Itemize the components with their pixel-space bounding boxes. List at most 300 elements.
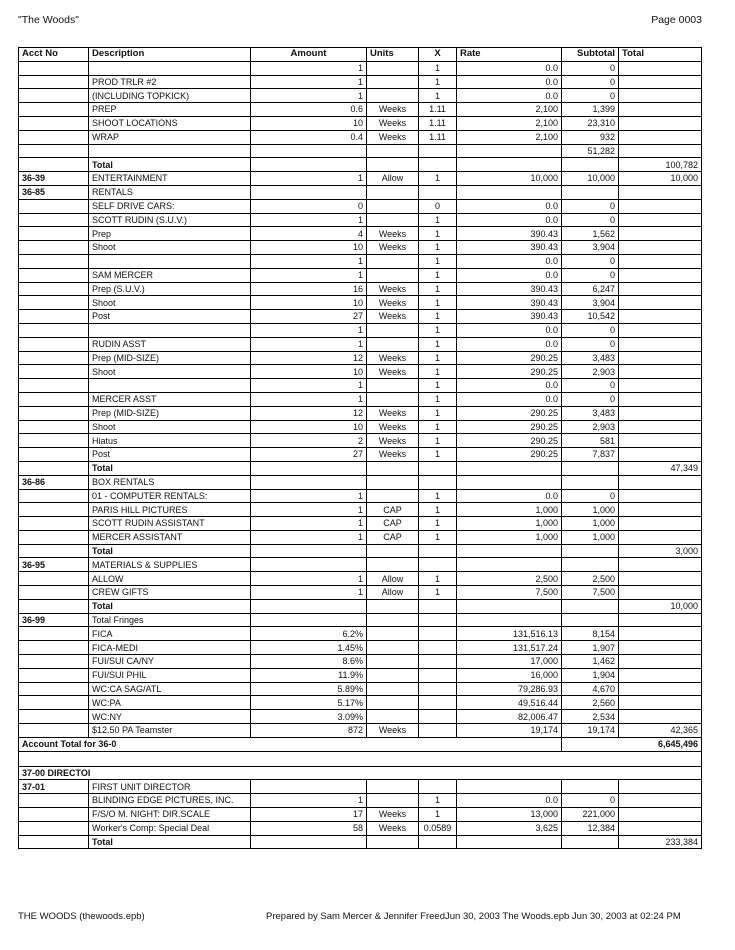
- table-row: [19, 254, 702, 268]
- total-cell: [619, 668, 702, 682]
- total-cell: [619, 392, 702, 406]
- amount-cell: 1: [251, 337, 367, 351]
- units-cell: [367, 613, 419, 627]
- units-cell: CAP: [367, 517, 419, 531]
- subtotal-cell: 1,904: [562, 668, 619, 682]
- subtotal-cell: 2,903: [562, 420, 619, 434]
- total-cell: [619, 89, 702, 103]
- table-row: [19, 627, 702, 641]
- x-cell: [419, 835, 457, 849]
- x-cell: 1: [419, 379, 457, 393]
- table-row: [19, 724, 702, 738]
- rate-cell: 290.25: [457, 365, 562, 379]
- rate-cell: 1,000: [457, 503, 562, 517]
- table-row: [19, 75, 702, 89]
- total-cell: [619, 489, 702, 503]
- acct-cell: [19, 75, 89, 89]
- table-body-37: [19, 780, 702, 849]
- acct-cell: 36-86: [19, 475, 89, 489]
- desc-cell: MERCER ASST: [89, 392, 251, 406]
- subtotal-cell: 1,462: [562, 655, 619, 669]
- rate-cell: 390.43: [457, 241, 562, 255]
- x-cell: [419, 544, 457, 558]
- desc-cell: Shoot: [89, 420, 251, 434]
- amount-cell: 17: [251, 808, 367, 822]
- amount-cell: 11.9%: [251, 668, 367, 682]
- desc-cell: Worker's Comp: Special Deal: [89, 821, 251, 835]
- total-cell: [619, 420, 702, 434]
- account-total-label: Account Total for 36-0: [19, 737, 562, 751]
- acct-cell: [19, 323, 89, 337]
- acct-cell: [19, 420, 89, 434]
- acct-cell: [19, 710, 89, 724]
- amount-cell: 0.4: [251, 130, 367, 144]
- amount-cell: 1: [251, 530, 367, 544]
- rate-cell: [457, 158, 562, 172]
- x-cell: 1: [419, 489, 457, 503]
- units-cell: [367, 199, 419, 213]
- rate-cell: 10,000: [457, 172, 562, 186]
- subtotal-cell: 19,174: [562, 724, 619, 738]
- subtotal-cell: 2,903: [562, 365, 619, 379]
- x-cell: 1: [419, 310, 457, 324]
- section-row: [19, 766, 702, 780]
- desc-cell: Total: [89, 461, 251, 475]
- acct-cell: [19, 489, 89, 503]
- acct-cell: [19, 130, 89, 144]
- total-cell: [619, 586, 702, 600]
- rate-cell: [457, 144, 562, 158]
- amount-cell: 6.2%: [251, 627, 367, 641]
- rate-cell: 82,006.47: [457, 710, 562, 724]
- total-cell: [619, 434, 702, 448]
- x-cell: 1: [419, 530, 457, 544]
- rate-cell: [457, 544, 562, 558]
- units-cell: [367, 89, 419, 103]
- amount-cell: 1: [251, 392, 367, 406]
- total-cell: [619, 296, 702, 310]
- total-cell: [619, 310, 702, 324]
- amount-cell: 16: [251, 282, 367, 296]
- subtotal-cell: 0: [562, 254, 619, 268]
- table-row: [19, 172, 702, 186]
- rate-cell: 0.0: [457, 379, 562, 393]
- x-cell: 1: [419, 406, 457, 420]
- units-cell: Weeks: [367, 420, 419, 434]
- total-cell: [619, 627, 702, 641]
- rate-cell: 7,500: [457, 586, 562, 600]
- amount-cell: 3.09%: [251, 710, 367, 724]
- subtotal-cell: 0: [562, 337, 619, 351]
- rate-cell: 0.0: [457, 61, 562, 75]
- desc-cell: WC:NY: [89, 710, 251, 724]
- acct-cell: [19, 544, 89, 558]
- col-acct-no: Acct No: [19, 48, 89, 62]
- units-cell: Weeks: [367, 116, 419, 130]
- total-cell: [619, 655, 702, 669]
- units-cell: Allow: [367, 586, 419, 600]
- acct-cell: [19, 406, 89, 420]
- subtotal-cell: 6,247: [562, 282, 619, 296]
- amount-cell: 872: [251, 724, 367, 738]
- col-x: X: [419, 48, 457, 62]
- units-cell: Allow: [367, 172, 419, 186]
- subtotal-cell: 12,384: [562, 821, 619, 835]
- total-cell: 42,365: [619, 724, 702, 738]
- account-total-value: 6,645,496: [562, 737, 702, 751]
- total-cell: [619, 572, 702, 586]
- table-row: [19, 406, 702, 420]
- rate-cell: 16,000: [457, 668, 562, 682]
- x-cell: [419, 144, 457, 158]
- desc-cell: Total: [89, 599, 251, 613]
- col-amount: Amount: [251, 48, 367, 62]
- desc-cell: Total: [89, 835, 251, 849]
- x-cell: 1: [419, 434, 457, 448]
- units-cell: Weeks: [367, 351, 419, 365]
- amount-cell: 1: [251, 323, 367, 337]
- acct-cell: [19, 282, 89, 296]
- acct-cell: [19, 668, 89, 682]
- table-row: [19, 461, 702, 475]
- desc-cell: 01 - COMPUTER RENTALS:: [89, 489, 251, 503]
- x-cell: [419, 682, 457, 696]
- rate-cell: [457, 835, 562, 849]
- x-cell: 1: [419, 75, 457, 89]
- table-row: [19, 489, 702, 503]
- rate-cell: 17,000: [457, 655, 562, 669]
- amount-cell: 10: [251, 420, 367, 434]
- x-cell: 1: [419, 172, 457, 186]
- units-cell: [367, 337, 419, 351]
- total-cell: [619, 323, 702, 337]
- total-cell: [619, 185, 702, 199]
- table-row: [19, 323, 702, 337]
- acct-cell: [19, 835, 89, 849]
- units-cell: [367, 144, 419, 158]
- table-row: [19, 682, 702, 696]
- units-cell: [367, 668, 419, 682]
- units-cell: [367, 558, 419, 572]
- subtotal-cell: 3,483: [562, 351, 619, 365]
- rate-cell: 390.43: [457, 282, 562, 296]
- subtotal-cell: 23,310: [562, 116, 619, 130]
- amount-cell: 1: [251, 379, 367, 393]
- total-cell: [619, 530, 702, 544]
- acct-cell: [19, 227, 89, 241]
- acct-cell: [19, 641, 89, 655]
- amount-cell: [251, 780, 367, 794]
- spacer-row: [19, 751, 702, 766]
- subtotal-cell: 10,542: [562, 310, 619, 324]
- units-cell: [367, 75, 419, 89]
- units-cell: [367, 379, 419, 393]
- amount-cell: 27: [251, 448, 367, 462]
- desc-cell: ENTERTAINMENT: [89, 172, 251, 186]
- footer-prepared-by: Prepared by Sam Mercer & Jennifer FreedJun 30, 2003 The Woods.epb Jun 30, 2003 at 02:24 PM: [266, 911, 681, 922]
- rate-cell: 131,517.24: [457, 641, 562, 655]
- acct-cell: [19, 254, 89, 268]
- subtotal-cell: 0: [562, 379, 619, 393]
- desc-cell: Shoot: [89, 296, 251, 310]
- rate-cell: [457, 558, 562, 572]
- units-cell: [367, 655, 419, 669]
- units-cell: Weeks: [367, 448, 419, 462]
- desc-cell: Shoot: [89, 241, 251, 255]
- x-cell: [419, 613, 457, 627]
- x-cell: 1: [419, 503, 457, 517]
- col-subtotal: Subtotal: [562, 48, 619, 62]
- table-row: [19, 794, 702, 808]
- x-cell: 1: [419, 296, 457, 310]
- table-row: [19, 392, 702, 406]
- amount-cell: [251, 558, 367, 572]
- rate-cell: 0.0: [457, 89, 562, 103]
- desc-cell: MATERIALS & SUPPLIES: [89, 558, 251, 572]
- acct-cell: [19, 655, 89, 669]
- acct-cell: [19, 572, 89, 586]
- x-cell: 1: [419, 365, 457, 379]
- units-cell: [367, 710, 419, 724]
- rate-cell: 0.0: [457, 337, 562, 351]
- desc-cell: [89, 379, 251, 393]
- subtotal-cell: [562, 475, 619, 489]
- desc-cell: Prep: [89, 227, 251, 241]
- desc-cell: MERCER ASSISTANT: [89, 530, 251, 544]
- total-cell: [619, 475, 702, 489]
- table-row: [19, 130, 702, 144]
- acct-cell: [19, 794, 89, 808]
- total-cell: 47,349: [619, 461, 702, 475]
- subtotal-cell: 2,500: [562, 572, 619, 586]
- subtotal-cell: 0: [562, 794, 619, 808]
- desc-cell: CREW GIFTS: [89, 586, 251, 600]
- acct-cell: [19, 724, 89, 738]
- rate-cell: [457, 185, 562, 199]
- table-row: [19, 199, 702, 213]
- rate-cell: 49,516.44: [457, 696, 562, 710]
- desc-cell: BLINDING EDGE PICTURES, INC.: [89, 794, 251, 808]
- units-cell: [367, 268, 419, 282]
- acct-cell: [19, 199, 89, 213]
- rate-cell: 290.25: [457, 420, 562, 434]
- units-cell: Weeks: [367, 296, 419, 310]
- amount-cell: 2: [251, 434, 367, 448]
- col-total: Total: [619, 48, 702, 62]
- units-cell: Weeks: [367, 103, 419, 117]
- desc-cell: PARIS HILL PICTURES: [89, 503, 251, 517]
- total-cell: [619, 558, 702, 572]
- table-row: [19, 668, 702, 682]
- total-cell: [619, 448, 702, 462]
- total-cell: [619, 213, 702, 227]
- table-row: [19, 641, 702, 655]
- rate-cell: 0.0: [457, 323, 562, 337]
- x-cell: 1: [419, 89, 457, 103]
- acct-cell: [19, 682, 89, 696]
- acct-cell: [19, 517, 89, 531]
- units-cell: [367, 461, 419, 475]
- rate-cell: 3,625: [457, 821, 562, 835]
- total-cell: [619, 406, 702, 420]
- amount-cell: 4: [251, 227, 367, 241]
- acct-cell: 36-95: [19, 558, 89, 572]
- table-row: [19, 572, 702, 586]
- desc-cell: [89, 61, 251, 75]
- amount-cell: [251, 613, 367, 627]
- amount-cell: 10: [251, 241, 367, 255]
- desc-cell: Shoot: [89, 365, 251, 379]
- table-row: [19, 710, 702, 724]
- amount-cell: [251, 144, 367, 158]
- subtotal-cell: 2,560: [562, 696, 619, 710]
- table-row: [19, 241, 702, 255]
- account-total-row: [19, 737, 702, 751]
- subtotal-cell: 8,154: [562, 627, 619, 641]
- desc-cell: F/S/O M. NIGHT: DIR.SCALE: [89, 808, 251, 822]
- acct-cell: [19, 448, 89, 462]
- acct-cell: [19, 61, 89, 75]
- subtotal-cell: 0: [562, 213, 619, 227]
- table-row: [19, 185, 702, 199]
- x-cell: [419, 475, 457, 489]
- acct-cell: [19, 268, 89, 282]
- table-header-row: [19, 48, 702, 62]
- table-row: [19, 517, 702, 531]
- x-cell: [419, 185, 457, 199]
- table-row: [19, 586, 702, 600]
- desc-cell: PROD TRLR #2: [89, 75, 251, 89]
- units-cell: Weeks: [367, 282, 419, 296]
- amount-cell: 1: [251, 61, 367, 75]
- subtotal-cell: 3,483: [562, 406, 619, 420]
- desc-cell: [89, 254, 251, 268]
- x-cell: 1: [419, 808, 457, 822]
- x-cell: 1.11: [419, 130, 457, 144]
- rate-cell: 2,100: [457, 130, 562, 144]
- desc-cell: FUI/SUI PHIL: [89, 668, 251, 682]
- units-cell: Weeks: [367, 434, 419, 448]
- total-cell: [619, 351, 702, 365]
- table-row: [19, 835, 702, 849]
- total-cell: [619, 682, 702, 696]
- desc-cell: SCOTT RUDIN ASSISTANT: [89, 517, 251, 531]
- footer-file: THE WOODS (thewoods.epb): [18, 911, 145, 922]
- total-cell: [619, 710, 702, 724]
- acct-cell: [19, 392, 89, 406]
- amount-cell: [251, 835, 367, 849]
- subtotal-cell: [562, 158, 619, 172]
- units-cell: [367, 835, 419, 849]
- units-cell: Weeks: [367, 808, 419, 822]
- acct-cell: [19, 103, 89, 117]
- units-cell: [367, 323, 419, 337]
- table-row: [19, 503, 702, 517]
- x-cell: [419, 710, 457, 724]
- subtotal-cell: 1,000: [562, 503, 619, 517]
- subtotal-cell: 0: [562, 392, 619, 406]
- acct-cell: [19, 530, 89, 544]
- total-cell: [619, 254, 702, 268]
- amount-cell: [251, 544, 367, 558]
- table-row: [19, 227, 702, 241]
- rate-cell: 0.0: [457, 75, 562, 89]
- desc-cell: RENTALS: [89, 185, 251, 199]
- rate-cell: 0.0: [457, 199, 562, 213]
- units-cell: [367, 61, 419, 75]
- rate-cell: 0.0: [457, 794, 562, 808]
- table-row: [19, 544, 702, 558]
- total-cell: [619, 61, 702, 75]
- subtotal-cell: 0: [562, 199, 619, 213]
- amount-cell: [251, 461, 367, 475]
- units-cell: CAP: [367, 503, 419, 517]
- table-row: [19, 379, 702, 393]
- amount-cell: 1: [251, 517, 367, 531]
- x-cell: 1: [419, 448, 457, 462]
- total-cell: 3,000: [619, 544, 702, 558]
- total-cell: [619, 268, 702, 282]
- desc-cell: PREP: [89, 103, 251, 117]
- table-row: [19, 448, 702, 462]
- subtotal-cell: 581: [562, 434, 619, 448]
- subtotal-cell: 4,670: [562, 682, 619, 696]
- table-row: [19, 337, 702, 351]
- rate-cell: 290.25: [457, 434, 562, 448]
- x-cell: 1: [419, 282, 457, 296]
- acct-cell: 36-39: [19, 172, 89, 186]
- subtotal-cell: 2,534: [562, 710, 619, 724]
- x-cell: [419, 668, 457, 682]
- desc-cell: FICA: [89, 627, 251, 641]
- x-cell: [419, 641, 457, 655]
- rate-cell: [457, 780, 562, 794]
- amount-cell: 58: [251, 821, 367, 835]
- units-cell: [367, 475, 419, 489]
- table-row: [19, 116, 702, 130]
- table-row: [19, 144, 702, 158]
- units-cell: Weeks: [367, 310, 419, 324]
- amount-cell: 1: [251, 172, 367, 186]
- units-cell: [367, 641, 419, 655]
- acct-cell: [19, 365, 89, 379]
- subtotal-cell: 10,000: [562, 172, 619, 186]
- acct-cell: [19, 158, 89, 172]
- acct-cell: 36-85: [19, 185, 89, 199]
- table-row: [19, 475, 702, 489]
- total-cell: [619, 144, 702, 158]
- amount-cell: 0.6: [251, 103, 367, 117]
- acct-cell: [19, 586, 89, 600]
- x-cell: 1: [419, 794, 457, 808]
- acct-cell: [19, 808, 89, 822]
- subtotal-cell: 0: [562, 89, 619, 103]
- amount-cell: [251, 185, 367, 199]
- acct-cell: [19, 144, 89, 158]
- units-cell: [367, 682, 419, 696]
- subtotal-cell: [562, 599, 619, 613]
- x-cell: [419, 655, 457, 669]
- x-cell: [419, 599, 457, 613]
- col-units: Units: [367, 48, 419, 62]
- subtotal-cell: 1,907: [562, 641, 619, 655]
- subtotal-cell: 1,000: [562, 530, 619, 544]
- table-row: [19, 558, 702, 572]
- desc-cell: [89, 323, 251, 337]
- amount-cell: 12: [251, 406, 367, 420]
- units-cell: [367, 599, 419, 613]
- desc-cell: SAM MERCER: [89, 268, 251, 282]
